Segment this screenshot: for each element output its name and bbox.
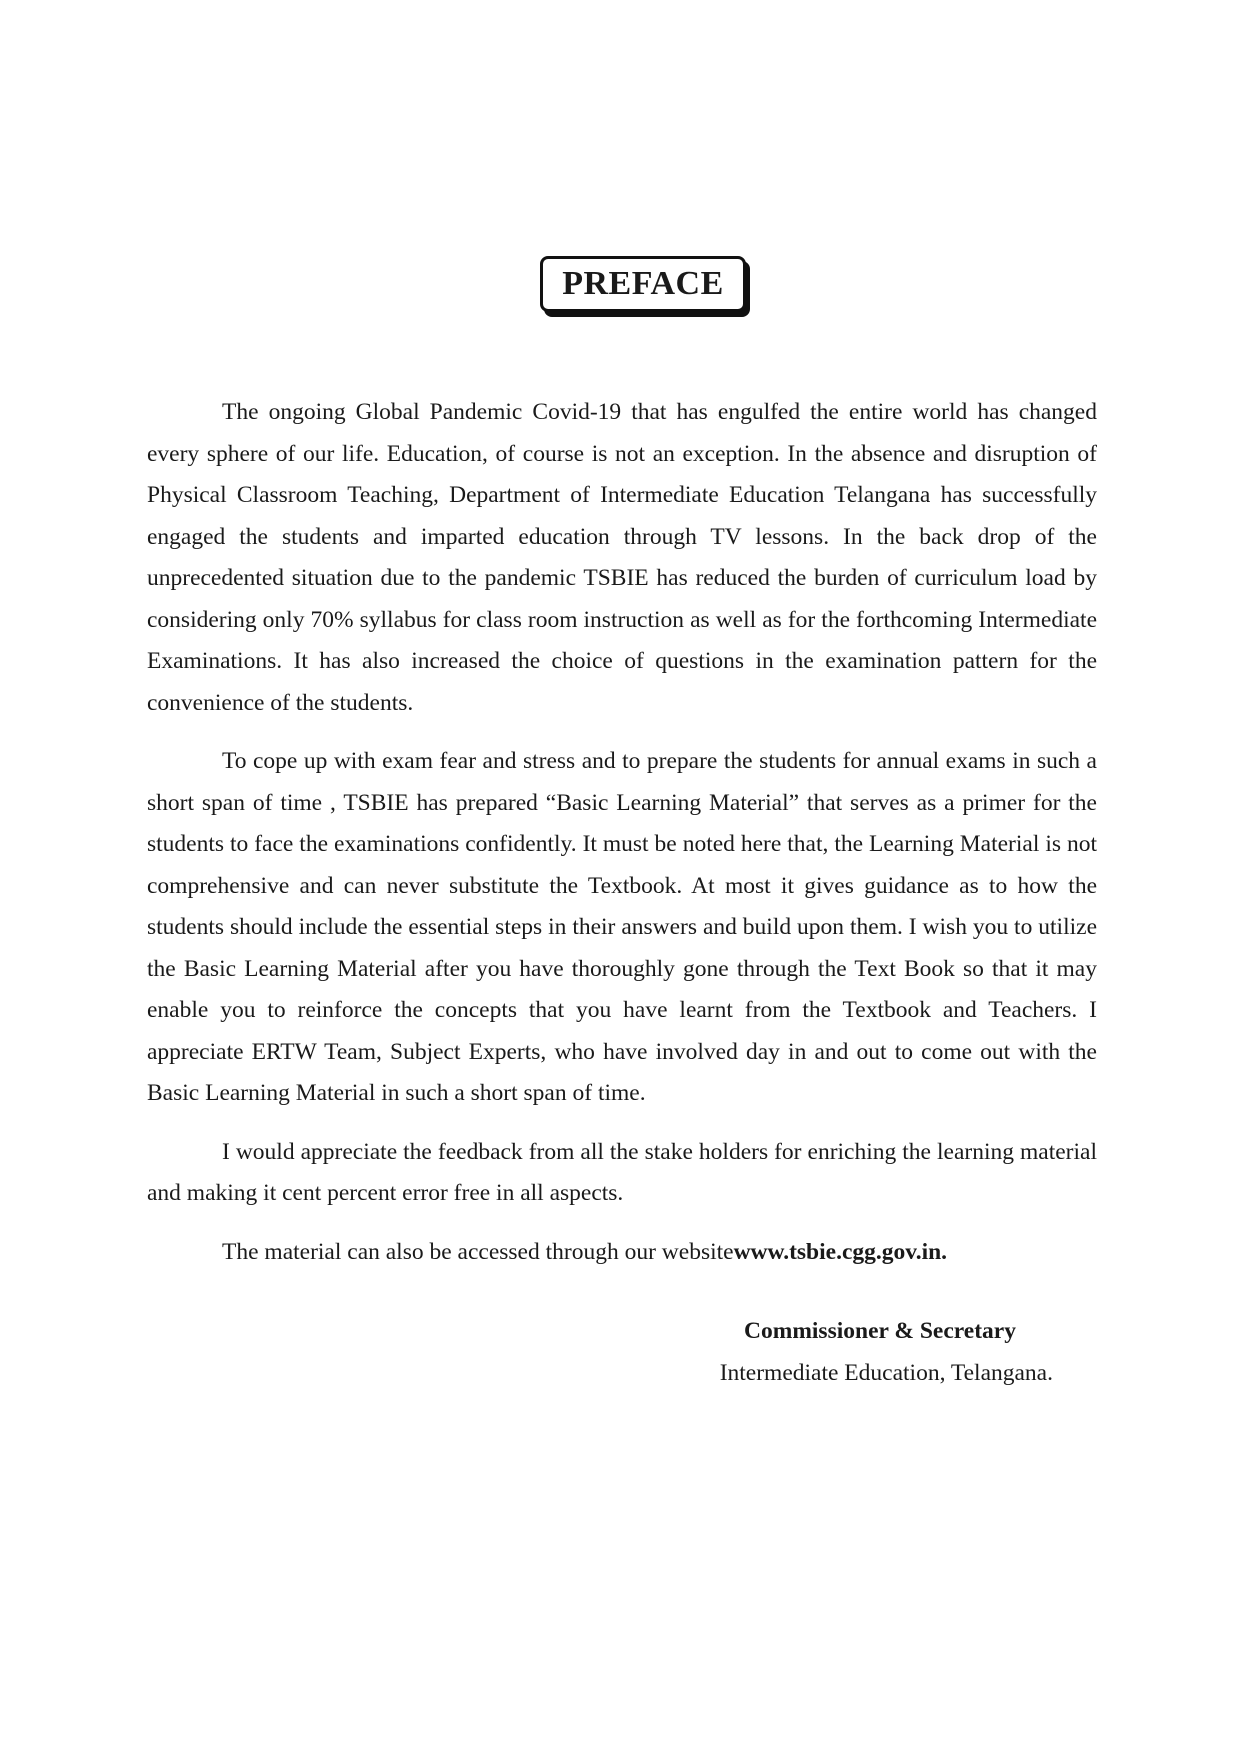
- paragraph-website: [147, 1232, 1097, 1274]
- paragraph-2: To cope up with exam fear and stress and to prepare the students for annual exams in such a short span of time , TSBIE has prepared “Basic Learning Material” that serves as a primer for the students to face the examinations confidently. It must be noted here that, the Learning Material is not comprehensive and can never substitute the Textbook. At most it gives guidance as to how the students should include the essential steps in their answers and build upon them. I wish you to utilize the Basic Learning Material after you have thoroughly gone through the Text Book so that it may enable you to reinforce the concepts that you have learnt from the Textbook and Teachers. I appreciate ERTW Team, Subject Experts, who have involved day in and out to come out with the Basic Learning Material in such a short span of time.: [147, 748, 1097, 1106]
- paragraph-1: The ongoing Global Pandemic Covid-19 that has engulfed the entire world has changed every sphere of our life. Education, of course is not an exception. In the absence and disruption of Physical Classroom Teaching, Department of Intermediate Education Telangana has successfully engaged the students and imparted education through TV lessons. In the back drop of the unprecedented situation due to the pandemic TSBIE has reduced the burden of curriculum load by considering only 70% syllabus for class room instruction as well as for the forthcoming Intermediate Examinations. It has also increased the choice of questions in the examination pattern for the convenience of the students.: [147, 399, 1097, 716]
- paragraph-3: I would appreciate the feedback from all the stake holders for enriching the learning material and making it cent percent error free in all aspects.: [147, 1138, 1097, 1206]
- preface-title-box: [540, 256, 746, 312]
- website-prefix: The material can also be accessed through our website: [222, 1238, 734, 1265]
- signatory-organization: Intermediate Education, Telangana.: [719, 1360, 1053, 1386]
- website-url: www.tsbie.cgg.gov.in.: [733, 1238, 948, 1265]
- page-title: PREFACE: [562, 265, 724, 302]
- preface-body: [147, 392, 1097, 1290]
- signatory-title: Commissioner & Secretary: [744, 1318, 1016, 1344]
- signature-block: [700, 1310, 1100, 1394]
